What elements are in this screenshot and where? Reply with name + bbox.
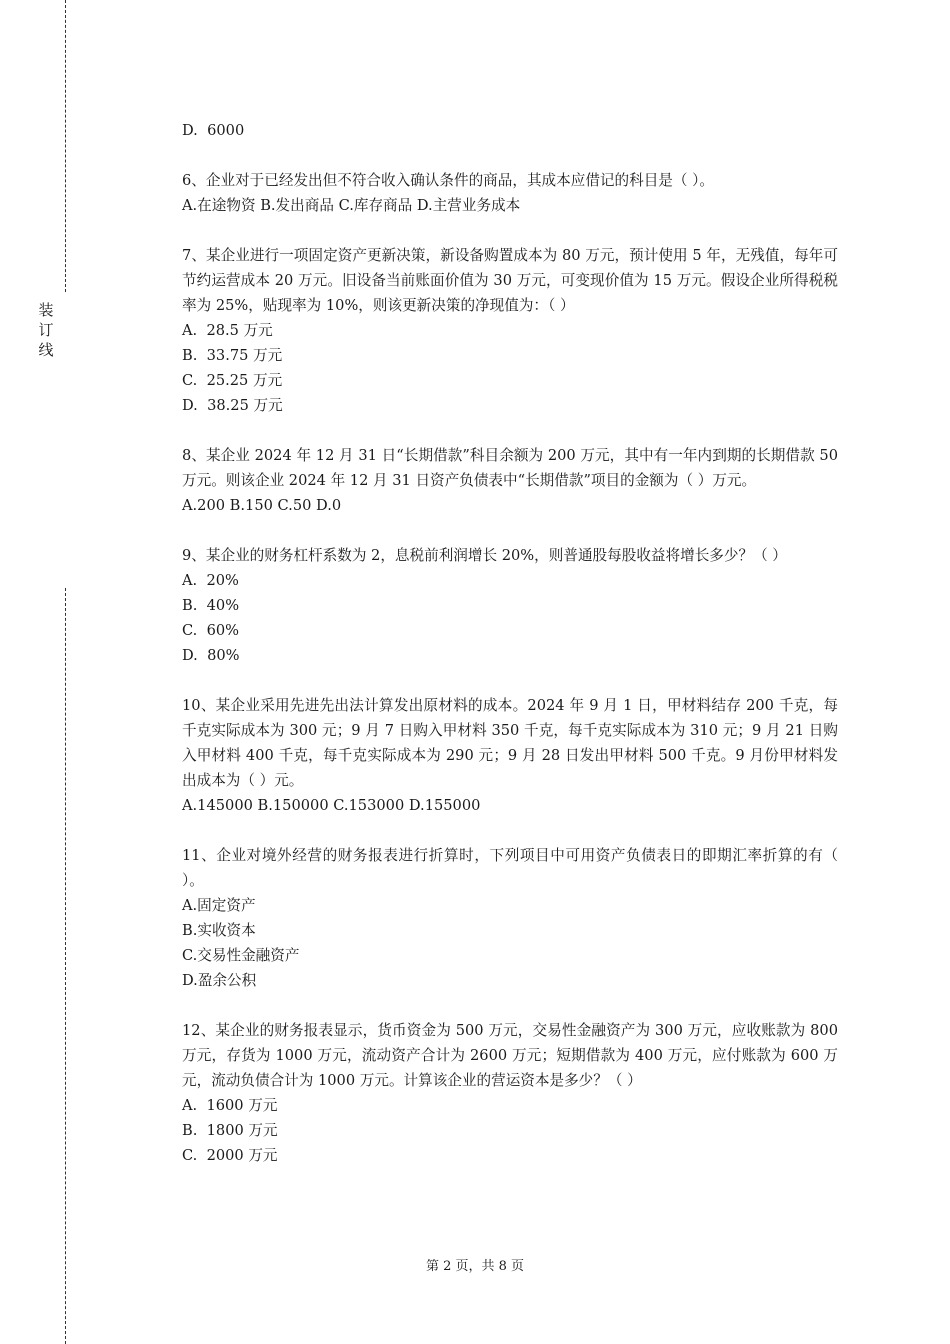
question-text: 8、某企业 2024 年 12 月 31 日“长期借款”科目余额为 200 万元，其中有一年内到期的长期借款 50 万元。则该企业 2024 年 12 月 31 日资产负债表中“长期借款”项目的金额为（ ）万元。 — [182, 447, 838, 489]
option: A.200 B.150 C.50 D.0 — [182, 497, 342, 514]
option: B. 40% — [182, 597, 240, 614]
question-5-tail — [182, 118, 838, 143]
question-12 — [182, 1018, 838, 1168]
question-text: 12、某企业的财务报表显示，货币资金为 500 万元，交易性金融资产为 300 万元，应收账款为 800 万元，存货为 1000 万元，流动资产合计为 2600 万元；短期借款为 400 万元，应付账款为 600 万元，流动负债合计为 1000 万元。计算该企业的营运资本是多少？（ ） — [182, 1022, 838, 1089]
question-text: 9、某企业的财务杠杆系数为 2，息税前利润增长 20%，则普通股每股收益将增长多少？（ ） — [182, 547, 787, 564]
binding-line-top — [65, 0, 66, 292]
question-text: 11、企业对境外经营的财务报表进行折算时，下列项目中可用资产负债表日的即期汇率折算的有（ ）。 — [182, 847, 838, 889]
question-text: 7、某企业进行一项固定资产更新决策，新设备购置成本为 80 万元，预计使用 5 年，无残值，每年可节约运营成本 20 万元。旧设备当前账面价值为 30 万元，可变现价值为 15 万元。假设企业所得税税率为 25%，贴现率为 10%，则该更新决策的净现值为：（ ） — [182, 247, 838, 314]
question-text: 10、某企业采用先进先出法计算发出原材料的成本。2024 年 9 月 1 日，甲材料结存 200 千克，每千克实际成本为 300 元；9 月 7 日购入甲材料 350 千克，每千克实际成本为 310 元；9 月 21 日购入甲材料 400 千克，每千克实际成本为 290 元；9 月 28 日发出甲材料 500 千克。9 月份甲材料发出成本为（ ）元。 — [182, 697, 838, 789]
binding-label — [38, 300, 54, 360]
question-8 — [182, 443, 838, 518]
binding-char: 线 — [38, 341, 54, 359]
option: D. 6000 — [182, 122, 245, 139]
option: A. 20% — [182, 572, 239, 589]
option: A.固定资产 — [182, 897, 256, 914]
option: D.盈余公积 — [182, 972, 257, 989]
binding-line-bottom — [65, 588, 66, 1344]
page-content — [182, 118, 838, 1193]
binding-char: 订 — [38, 321, 54, 339]
option: D. 38.25 万元 — [182, 397, 283, 414]
option: A.在途物资 B.发出商品 C.库存商品 D.主营业务成本 — [182, 197, 521, 214]
option: B. 33.75 万元 — [182, 347, 283, 364]
option: D. 80% — [182, 647, 240, 664]
question-9 — [182, 543, 838, 668]
question-6 — [182, 168, 838, 218]
option: C. 25.25 万元 — [182, 372, 283, 389]
question-text: 6、企业对于已经发出但不符合收入确认条件的商品，其成本应借记的科目是（ ）。 — [182, 172, 715, 189]
option: C. 2000 万元 — [182, 1147, 278, 1164]
option: A. 1600 万元 — [182, 1097, 278, 1114]
option: C.交易性金融资产 — [182, 947, 300, 964]
question-10 — [182, 693, 838, 818]
question-11 — [182, 843, 838, 993]
binding-char: 装 — [38, 301, 54, 319]
option: B. 1800 万元 — [182, 1122, 278, 1139]
page-footer: 第 2 页，共 8 页 — [425, 1259, 525, 1274]
option: A. 28.5 万元 — [182, 322, 273, 339]
option: A.145000 B.150000 C.153000 D.155000 — [182, 797, 481, 814]
option: C. 60% — [182, 622, 239, 639]
question-7 — [182, 243, 838, 418]
option: B.实收资本 — [182, 922, 256, 939]
